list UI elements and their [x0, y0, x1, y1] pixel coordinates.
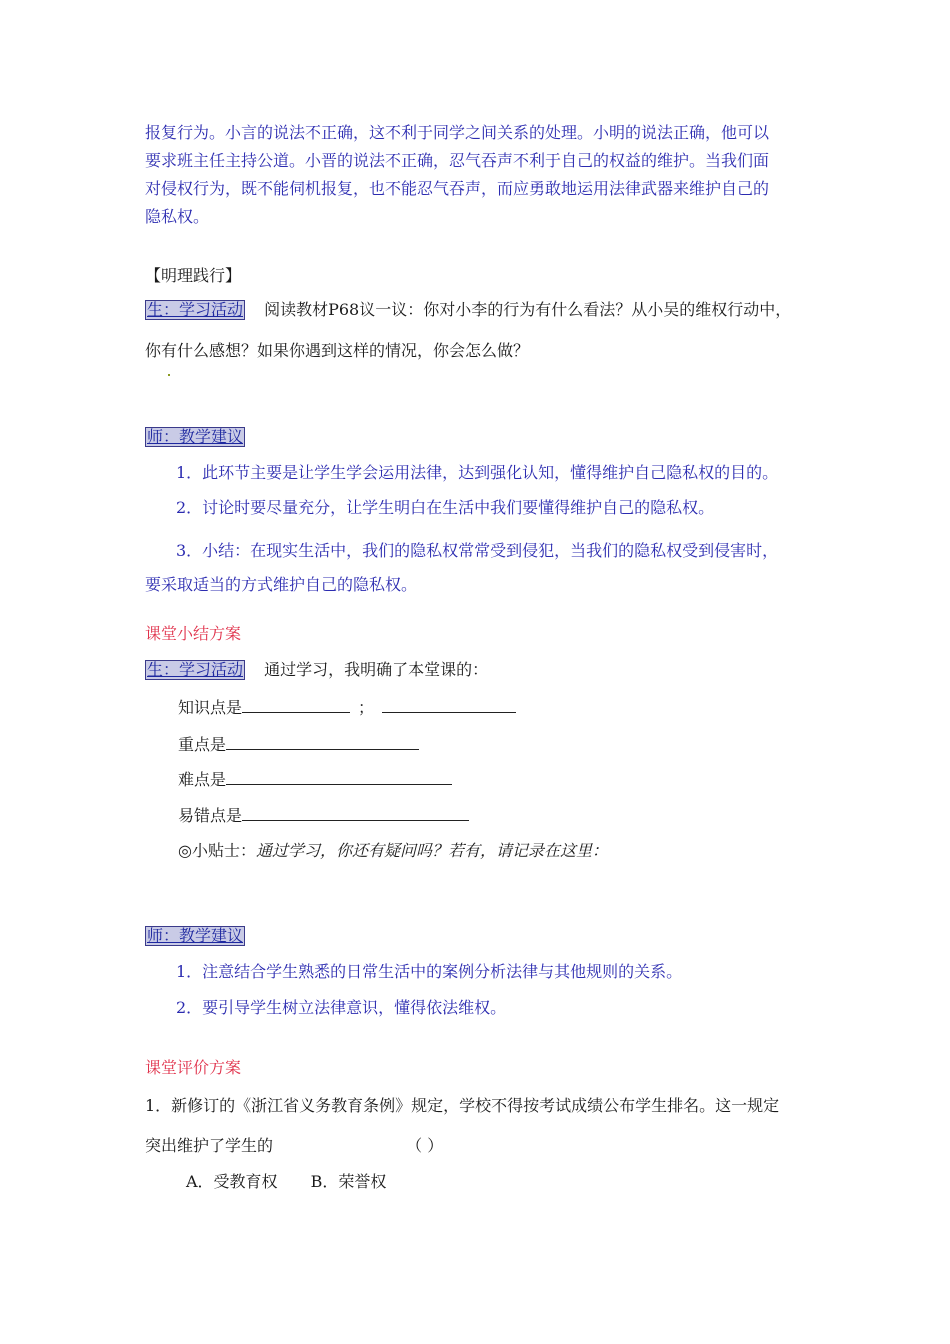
error-point-row: [178, 804, 469, 826]
student-activity-tag: 生：学习活动: [147, 300, 244, 319]
options-row: [186, 1172, 386, 1192]
knowledge-blank-1[interactable]: [242, 696, 350, 713]
question-1-stem-end: 突出维护了学生的: [145, 1136, 274, 1155]
advice-item-1: 1．此环节主要是让学生学会运用法律，达到强化认知，懂得维护自己隐私权的目的。: [176, 463, 779, 482]
activity-text-line-1: 阅读教材P68议一议：你对小李的行为有什么看法？从小吴的维权行动中，: [264, 300, 792, 319]
advice-item-3: 3．小结：在现实生活中，我们的隐私权常常受到侵犯，当我们的隐私权受到侵害时，: [176, 541, 779, 560]
student-activity-row-2: [145, 660, 488, 680]
question-1-line-2: [145, 1136, 443, 1156]
error-point-label: 易错点是: [178, 806, 243, 825]
key-point-label: 重点是: [178, 735, 227, 754]
key-point-blank[interactable]: [226, 733, 419, 750]
teacher-advice-row-2: [145, 926, 245, 946]
option-a: A．受教育权: [186, 1172, 278, 1191]
summary-intro: 通过学习，我明确了本堂课的：: [264, 660, 489, 679]
tip-text: 通过学习，你还有疑问吗？若有，请记录在这里：: [255, 841, 608, 860]
teacher-advice-tag: 师：教学建议: [147, 427, 244, 446]
advice2-item-2: 2．要引导学生树立法律意识，懂得依法维权。: [176, 998, 507, 1017]
student-activity-row-1: [145, 300, 791, 320]
difficult-point-blank[interactable]: [226, 768, 452, 785]
question-1-line-1: 1．新修订的《浙江省义务教育条例》规定，学校不得按考试成绩公布学生排名。这一规定: [145, 1096, 780, 1115]
section-heading-mingli: 【明理践行】: [145, 266, 242, 285]
student-activity-tag: 生：学习活动: [147, 660, 244, 679]
answer-bracket: （ ）: [406, 1136, 444, 1155]
advice-item-2: 2．讨论时要尽量充分，让学生明白在生活中我们要懂得维护自己的隐私权。: [176, 498, 715, 517]
activity-text-line-2: 你有什么感想？如果你遇到这样的情况，你会怎么做？: [145, 341, 530, 360]
advice2-item-1: 1．注意结合学生熟悉的日常生活中的案例分析法律与其他规则的关系。: [176, 962, 683, 981]
evaluation-plan-heading: 课堂评价方案: [145, 1058, 242, 1077]
knowledge-blank-2[interactable]: [382, 696, 516, 713]
stray-mark: [168, 374, 170, 376]
knowledge-label: 知识点是: [178, 698, 243, 717]
difficult-point-label: 难点是: [178, 770, 227, 789]
tip-prefix: ◎小贴士：: [178, 841, 256, 860]
key-point-row: [178, 733, 419, 755]
advice-item-3-cont: 要采取适当的方式维护自己的隐私权。: [145, 575, 418, 594]
teacher-advice-tag: 师：教学建议: [147, 926, 244, 945]
intro-line-2: 要求班主任主持公道。小晋的说法不正确，忍气吞声不利于自己的权益的维护。当我们面: [145, 151, 770, 170]
difficult-point-row: [178, 768, 452, 790]
error-point-blank[interactable]: [242, 804, 469, 821]
knowledge-row: [178, 696, 516, 718]
summary-plan-heading: 课堂小结方案: [145, 624, 242, 643]
option-b: B．荣誉权: [310, 1172, 387, 1191]
tip-row: [178, 841, 608, 861]
knowledge-separator: ；: [358, 698, 375, 717]
teacher-advice-row-1: [145, 427, 245, 447]
intro-line-1: 报复行为。小言的说法不正确，这不利于同学之间关系的处理。小明的说法正确，他可以: [145, 123, 770, 142]
intro-line-4: 隐私权。: [145, 207, 210, 226]
intro-line-3: 对侵权行为，既不能伺机报复，也不能忍气吞声，而应勇敢地运用法律武器来维护自己的: [145, 179, 770, 198]
